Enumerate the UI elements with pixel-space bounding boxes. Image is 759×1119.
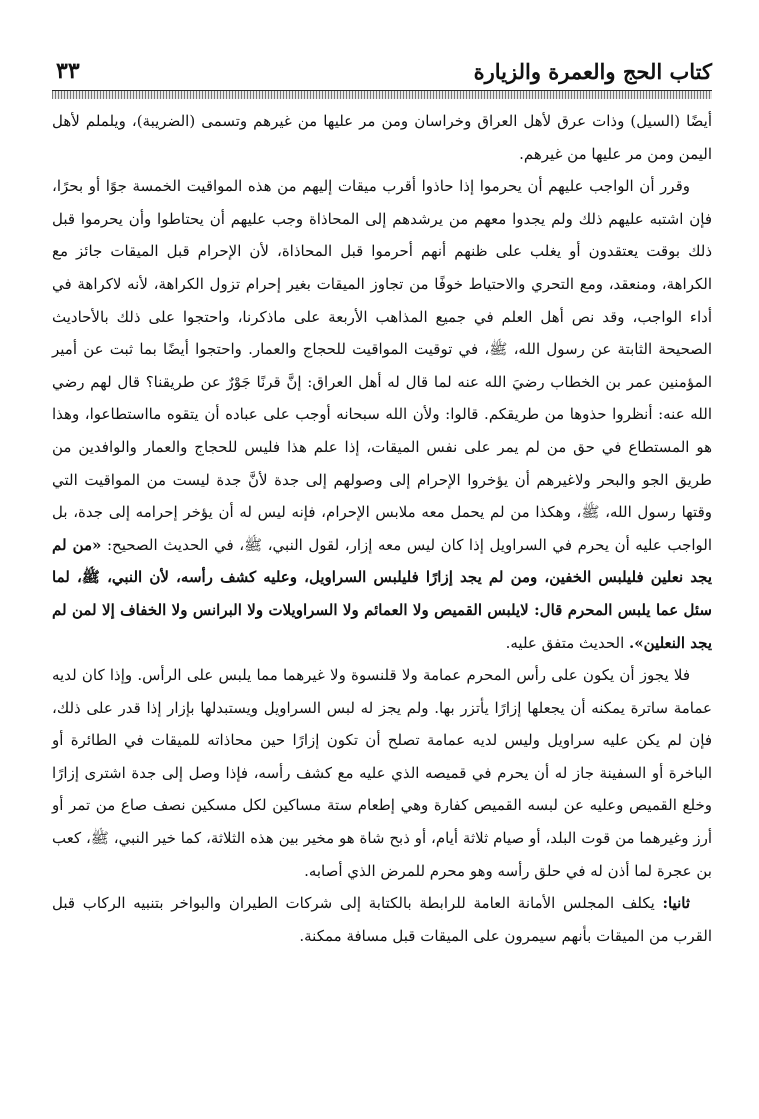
document-page (52, 48, 712, 952)
text-run: وقرر أن الواجب عليهم أن يحرموا إذا حاذوا أقرب ميقات إليهم من هذه المواقيت الخمسة جوًا أو بحرًا، فإن اشتبه عليهم ذلك ولم يجدوا معهم من يرشدهم إلى المحاذاة وجب عليهم أن يحتاطوا وأن يحرموا قبل ذلك بوقت يعتقدون أو يغلب على ظنهم أنهم أحرموا قبل المحاذاة، لأن الإحرام قبل الميقات جائز مع الكراهة، ومنعقد، ومع التحري والاحتياط خوفًا من تجاوز الميقات بغير إحرام تزول الكراهة، لأنه لاكراهة في أداء الواجب، وقد نص أهل العلم في جميع المذاهب الأربعة على ماذكرنا، واحتجوا على ذلك بالأحاديث الصحيحة الثابتة عن رسول الله، ﷺ، في توقيت المواقيت للحجاج والعمار. واحتجوا أيضًا بما ثبت عن أمير المؤمنين عمر بن الخطاب رضيَ الله عنه لما قال له أهل العراق: إنَّ قرنًا جَوْرٌ عن طريقنا؟ قال لهم رضي الله عنه: أنظروا حذوها من طريقكم. قالوا: ولأن الله سبحانه أوجب على عباده أن يتقوه مااستطاعوا، وهذا هو المستطاع في حق من لم يمر على نفس الميقات، إذا علم هذا فليس للحجاج والعمار والوافدين من طريق الجو والبحر ولاغيرهم أن يؤخروا الإحرام إلى وصولهم إلى جدة لأنَّ جدة ليست من المواقيت التي وقتها رسول الله، ﷺ، وهكذا من لم يحمل معه ملابس الإحرام، فإنه ليس له أن يؤخر إحرامه إلى جدة، بل الواجب عليه أن يحرم في السراويل إذا كان ليس معه إزار، لقول النبي، ﷺ، في الحديث الصحيح: (52, 177, 713, 554)
book-title: كتاب الحج والعمرة والزيارة (473, 59, 712, 84)
paragraph (52, 105, 712, 170)
text-run: الحديث متفق عليه. (505, 633, 630, 652)
paragraph (52, 170, 712, 659)
text-run: يكلف المجلس الأمانة العامة للرابطة بالكتابة إلى شركات الطيران والبواخر بتنبيه الركاب قبل القرب من الميقات بأنهم سيمرون على الميقات قبل مسافة ممكنة. (52, 894, 712, 945)
text-run: أيضًا (السيل) وذات عرق لأهل العراق وخراسان ومن مر عليها من غيرهم وتسمى (الضريبة)، ويلملم لأهل اليمن ومن مر عليها من غيرهم. (52, 112, 712, 163)
page-number: ٣٣ (56, 58, 80, 84)
paragraph (52, 659, 712, 887)
page-header (52, 48, 712, 84)
body-text (52, 105, 712, 952)
header-rule (52, 90, 712, 99)
hadith-quote: «من لم يجد نعلين فليلبس الخفين، ومن لم يجد إزارًا فليلبس السراويل، وعليه كشف رأسه، لأن النبي، ﷺ، لما سئل عما يلبس المحرم قال: لايلبس القميص ولا العمائم ولا السراويلات ولا البرانس ولا الخفاف إلا لمن لم يجد النعلين». (52, 535, 712, 652)
section-label: ثانيا: (662, 894, 690, 913)
text-run: فلا يجوز أن يكون على رأس المحرم عمامة ولا قلنسوة ولا غيرهما مما يلبس على الرأس. وإذا كان لديه عمامة ساترة يمكنه أن يجعلها إزارًا يأتزر بها. ولم يجز له لبس السراويل ويستبدلها بإزار إذا قدر على ذلك، فإن لم يكن عليه سراويل وليس لديه عمامة تصلح أن تكون إزارًا حين محاذاته للميقات في الطائرة أو الباخرة أو السفينة جاز له أن يحرم في قميصه الذي عليه مع كشف رأسه، فإذا وصل إلى جدة اشترى إزارًا وخلع القميص وعليه عن لبسه القميص كفارة وهي إطعام ستة مساكين لكل مسكين نصف صاع من تمر أو أرز وغيرهما من قوت البلد، أو صيام ثلاثة أيام، أو ذبح شاة هو مخير بين هذه الثلاثة، كما خير النبي، ﷺ، كعب بن عجرة لما أذن له في حلق رأسه وهو محرم للمرض الذي أصابه. (52, 666, 712, 880)
paragraph (52, 887, 712, 952)
